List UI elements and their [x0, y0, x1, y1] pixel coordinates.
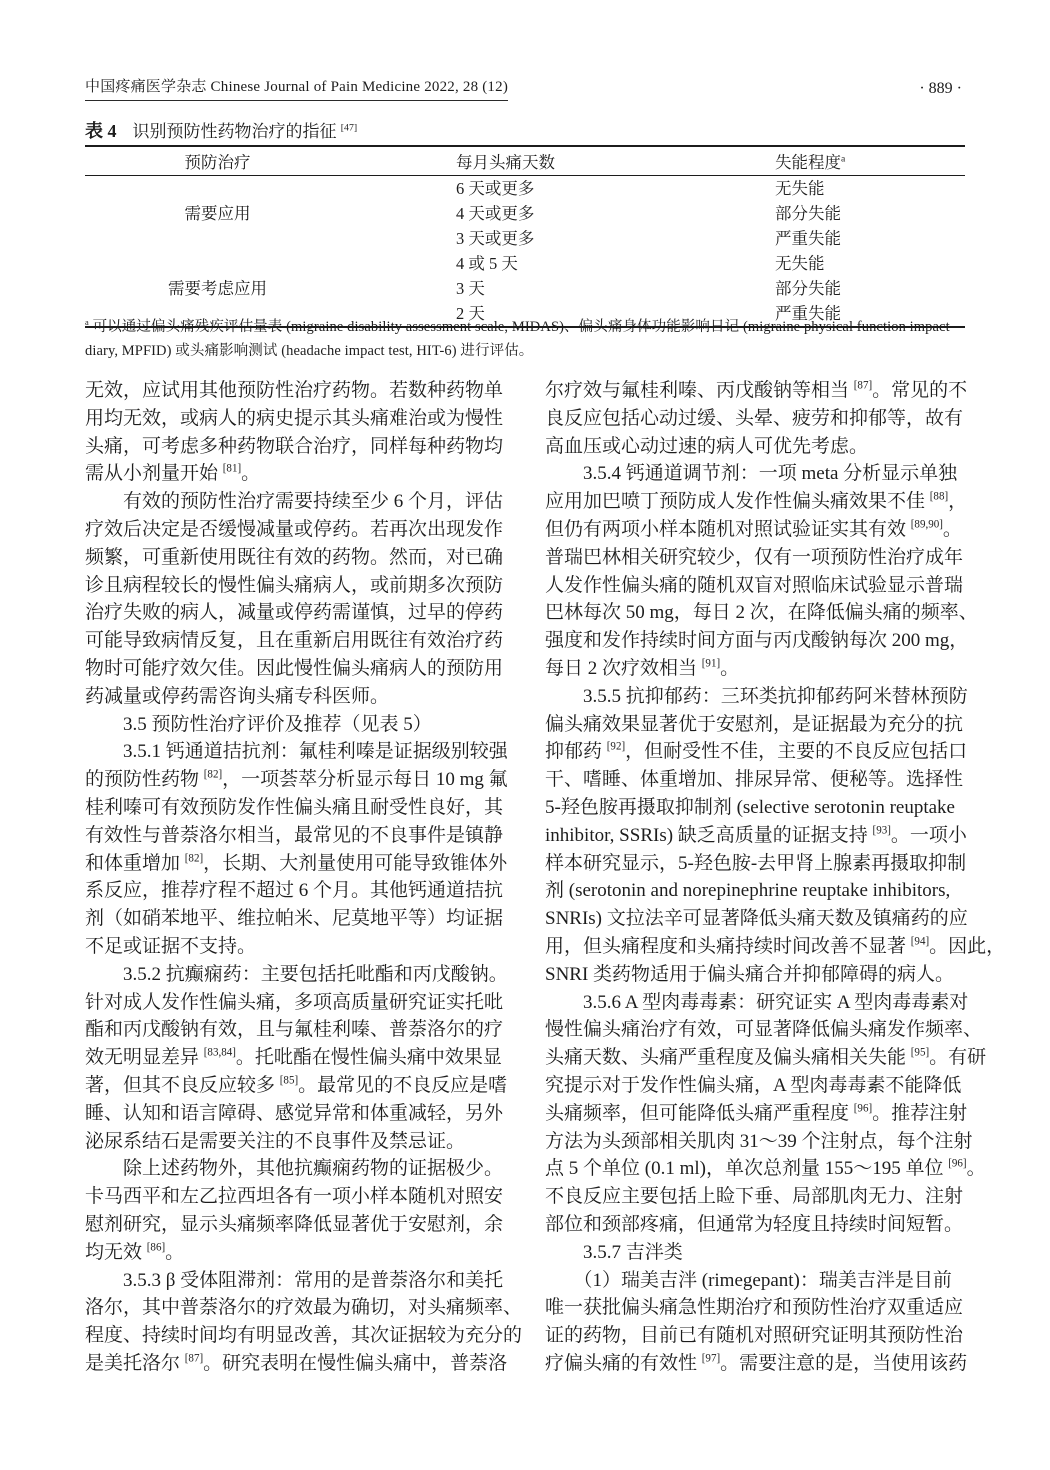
body-text-line: 偏头痛效果显著优于安慰剂，是证据最为充分的抗: [545, 713, 964, 735]
body-text-line: 3.5.2 抗癫痫药：主要包括托吡酯和丙戊酸钠。: [85, 963, 508, 985]
journal-running-head: [85, 76, 508, 101]
footnote-line: diary, MPFID) 或头痛影响测试 (headache impact test, HIT-6) 进行评估。: [85, 342, 534, 359]
body-text-line: 5-羟色胺再摄取抑制剂 (selective serotonin reuptake: [545, 796, 955, 818]
body-text-line: SNRI 类药物适用于偏头痛合并抑郁障碍的病人。: [545, 963, 955, 985]
days-cell: 3 天或更多: [456, 229, 535, 248]
page-number: · 889 ·: [919, 80, 962, 97]
table4-footnote: [85, 316, 965, 363]
body-text-line: 3.5.3 β 受体阻滞剂：常用的是普萘洛尔和美托: [85, 1269, 504, 1291]
body-text-line: 药减量或停药需咨询头痛专科医师。: [85, 685, 390, 707]
table4-label: 表 4: [85, 121, 117, 141]
body-text-line: 3.5.4 钙通道调节剂：一项 meta 分析显示单独: [545, 463, 958, 485]
footnote-marker: a: [85, 318, 89, 328]
body-text-line: 用，但头痛程度和头痛持续时间改善不显著 [94]。因此，: [545, 935, 1006, 957]
body-text-line: 有效性与普萘洛尔相当，最常见的不良事件是镇静: [85, 824, 504, 846]
body-text-line: 剂 (serotonin and norepinephrine reuptake inhibitors,: [545, 880, 951, 902]
disability-cell: 严重失能: [775, 229, 841, 248]
body-text-line: （1）瑞美吉泮 (rimegepant)：瑞美吉泮是目前: [545, 1269, 952, 1291]
body-text-line: 桂利嗪可有效预防发作性偏头痛且耐受性良好，其: [85, 796, 504, 818]
body-text-line: 系反应，推荐疗程不超过 6 个月。其他钙通道拮抗: [85, 880, 504, 902]
disability-cell: 严重失能: [775, 304, 841, 323]
body-text-line: 慰剂研究，显示头痛频率降低显著优于安慰剂，余: [85, 1213, 504, 1235]
body-text-line: 是美托洛尔 [87]。研究表明在慢性偏头痛中，普萘洛: [85, 1352, 508, 1374]
group-name-cell: 需要应用: [184, 204, 251, 223]
table4-title: 识别预防性药物治疗的指征: [132, 122, 337, 141]
body-text-line: 和体重增加 [82]，长期、大剂量使用可能导致锥体外: [85, 852, 508, 874]
days-cell: 2 天: [456, 304, 485, 323]
column-header-preventive-treatment: 预防治疗: [184, 153, 251, 172]
body-text-line: 3.5 预防性治疗评价及推荐（见表 5）: [85, 713, 432, 735]
table-row: [85, 176, 965, 202]
right-text-column: [545, 377, 1006, 1378]
left-text-column: [85, 377, 523, 1378]
body-text-line: 可能导致病情反复，且在重新启用既往有效治疗药: [85, 630, 504, 652]
body-text-line: 剂（如硝苯地平、维拉帕米、尼莫地平等）均证据: [85, 908, 504, 930]
body-text-line: 著，但其不良反应较多 [85]。最常见的不良反应是嗜: [85, 1074, 508, 1096]
body-text-line: 良反应包括心动过缓、头晕、疲劳和抑郁等，故有: [545, 407, 964, 429]
body-text-line: 除上述药物外，其他抗癫痫药物的证据极少。: [85, 1158, 504, 1180]
body-text-line: 效无明显差异 [83,84]。托吡酯在慢性偏头痛中效果显: [85, 1046, 502, 1069]
body-text-line: 3.5.1 钙通道拮抗剂：氟桂利嗪是证据级别较强: [85, 741, 508, 763]
preventive-treatment-indications-table: [85, 145, 965, 328]
body-text-line: 3.5.7 吉泮类: [545, 1241, 683, 1263]
journal-title: 中国疼痛医学杂志 Chinese Journal of Pain Medicine 2022, 28 (12): [85, 79, 509, 95]
body-text-line: 唯一获批偏头痛急性期治疗和预防性治疗双重适应: [545, 1297, 964, 1319]
body-text-line: 疗效后决定是否缓慢减量或停药。若再次出现发作: [85, 518, 504, 540]
days-cell: 4 或 5 天: [456, 254, 518, 273]
body-text-line: 究提示对于发作性偏头痛，A 型肉毒毒素不能降低: [545, 1074, 962, 1096]
body-text-line: 物时可能疗效欠佳。因此慢性偏头痛病人的预防用: [85, 657, 504, 679]
body-text-line: 睡、认知和语言障碍、感觉异常和体重减轻，另外: [85, 1102, 504, 1124]
table-header-row: [85, 146, 965, 176]
body-text-line: 人发作性偏头痛的随机双盲对照临床试验显示普瑞: [545, 574, 964, 596]
body-text-line: 不足或证据不支持。: [85, 935, 257, 957]
body-text-line: 有效的预防性治疗需要持续至少 6 个月，评估: [85, 491, 504, 513]
body-text-line: 普瑞巴林相关研究较少，仅有一项预防性治疗成年: [545, 546, 964, 568]
body-text-line: 3.5.5 抗抑郁药：三环类抗抑郁药阿米替林预防: [545, 685, 968, 707]
body-text-line: 的预防性药物 [82]，一项荟萃分析显示每日 10 mg 氟: [85, 768, 508, 791]
body-text-line: 不良反应主要包括上睑下垂、局部肌肉无力、注射: [545, 1186, 964, 1208]
body-text-line: 强度和发作持续时间方面与丙戊酸钠每次 200 mg，: [545, 630, 969, 652]
body-text-line: 疗偏头痛的有效性 [97]。需要注意的是，当使用该药: [545, 1352, 968, 1374]
body-text-line: 泌尿系结石是需要关注的不良事件及禁忌证。: [85, 1130, 466, 1152]
body-text-line: 慢性偏头痛治疗有效，可显著降低偏头痛发作频率、: [545, 1019, 983, 1041]
body-text-line: 程度、持续时间均有明显改善，其次证据较为充分的: [85, 1325, 523, 1347]
body-text-line: 应用加巴喷丁预防成人发作性偏头痛效果不佳 [88]，: [545, 490, 968, 513]
body-text-line: SNRIs) 文拉法辛可显著降低头痛天数及镇痛药的应: [545, 908, 968, 930]
body-text-line: 方法为头颈部相关肌肉 31～39 个注射点，每个注射: [545, 1130, 973, 1152]
body-text-line: 治疗失败的病人，减量或停药需谨慎，过早的停药: [85, 602, 504, 624]
body-text-line: 需从小剂量开始 [81]。: [85, 463, 261, 485]
body-text-line: 头痛，可考虑多种药物联合治疗，同样每种药物均: [85, 435, 504, 457]
body-text-line: 头痛频率，但可能降低头痛严重程度 [96]。推荐注射: [545, 1102, 968, 1124]
body-text-line: 洛尔，其中普萘洛尔的疗效最为确切，对头痛频率、: [85, 1297, 523, 1319]
footnote-marker-superscript: a: [841, 153, 846, 165]
disability-cell: 部分失能: [775, 204, 841, 223]
body-text-line: 频繁，可重新使用既往有效的药物。然而，对已确: [85, 546, 504, 568]
table4-caption: [85, 119, 357, 144]
body-text-line: 证的药物，目前已有随机对照研究证明其预防性治: [545, 1325, 964, 1347]
group-name-cell: 需要考虑应用: [168, 279, 267, 298]
body-text-line: inhibitor, SSRIs) 缺乏高质量的证据支持 [93]。一项小: [545, 824, 967, 846]
column-header-headache-days: 每月头痛天数: [456, 153, 555, 172]
body-text-line: 3.5.6 A 型肉毒毒素：研究证实 A 型肉毒毒素对: [545, 991, 969, 1013]
body-text-line: 巴林每次 50 mg，每日 2 次，在降低偏头痛的频率、: [545, 602, 978, 624]
disability-cell: 部分失能: [775, 279, 841, 298]
table4-container: [85, 145, 965, 328]
body-text-line: 点 5 个单位 (0.1 ml)，单次总剂量 155～195 单位 [96]。: [545, 1157, 986, 1180]
body-text-line: 样本研究显示，5-羟色胺-去甲肾上腺素再摄取抑制: [545, 852, 967, 874]
body-text-line: 诊且病程较长的慢性偏头痛病人，或前期多次预防: [85, 574, 504, 596]
disability-cell: 无失能: [775, 254, 825, 273]
column-header-disability: 失能程度$^a$: [775, 153, 846, 172]
body-text-line: 卡马西平和左乙拉西坦各有一项小样本随机对照安: [85, 1186, 504, 1208]
body-text-line: 均无效 [86]。: [85, 1241, 185, 1263]
footnote-line: $^a$ 可以通过偏头痛残疾评估量表 (migraine disability assessment scale, MIDAS)、偏头痛身体功能影响日记 (migraine physical function impact: [85, 318, 950, 335]
body-text-line: 每日 2 次疗效相当 [91]。: [545, 657, 740, 679]
body-text-line: 高血压或心动过速的病人可优先考虑。: [545, 435, 869, 457]
disability-cell: 无失能: [775, 179, 825, 198]
body-text-line: 尔疗效与氟桂利嗪、丙戊酸钠等相当 [87]。常见的不: [545, 379, 968, 401]
body-text-line: 部位和颈部疼痛，但通常为轻度且持续时间短暂。: [545, 1213, 964, 1235]
days-cell: 4 天或更多: [456, 204, 535, 223]
body-text-line: 无效，应试用其他预防性治疗药物。若数种药物单: [85, 380, 504, 401]
table-row: [85, 251, 965, 276]
body-text-line: 头痛天数、头痛严重程度及偏头痛相关失能 [95]。有研: [545, 1046, 987, 1069]
days-cell: 6 天或更多: [456, 179, 535, 198]
days-cell: 3 天: [456, 279, 485, 298]
table4-title-reference: [47]: [340, 122, 358, 134]
body-text-line: 抑郁药 [92]，但耐受性不佳，主要的不良反应包括口: [545, 741, 968, 763]
body-text-line: 针对成人发作性偏头痛，多项高质量研究证实托吡: [85, 991, 504, 1013]
body-text-line: 酯和丙戊酸钠有效，且与氟桂利嗪、普萘洛尔的疗: [85, 1019, 504, 1041]
body-text-line: 但仍有两项小样本随机对照试验证实其有效 [89,90]。: [545, 518, 962, 540]
body-text-line: 用均无效，或病人的病史提示其头痛难治或为慢性: [85, 407, 504, 429]
body-text-line: 干、嗜睡、体重增加、排尿异常、便秘等。选择性: [545, 769, 964, 791]
